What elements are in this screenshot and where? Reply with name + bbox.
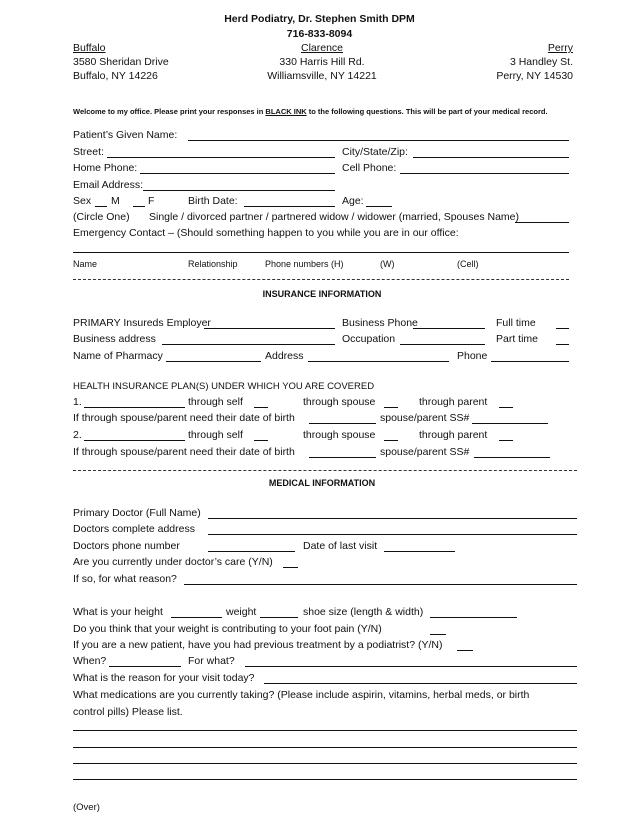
sex-f-label: F <box>148 195 155 207</box>
weight-pain-label: Do you think that your weight is contributing to your foot pain (Y/N) <box>73 623 382 635</box>
col-relationship: Relationship <box>188 259 238 269</box>
email-field[interactable] <box>143 190 335 191</box>
business-address-label: Business address <box>73 333 156 345</box>
plan-1-ss-field[interactable] <box>472 423 548 424</box>
office-clarence-street: 330 Harris Hill Rd. <box>279 56 365 68</box>
when-label: When? <box>73 655 107 667</box>
home-phone-label: Home Phone: <box>73 162 138 174</box>
plan-2-parent-label: through parent <box>419 429 488 441</box>
medical-heading: MEDICAL INFORMATION <box>268 478 376 488</box>
city-state-zip-label: City/State/Zip: <box>342 146 408 158</box>
doctor-phone-field[interactable] <box>208 551 295 552</box>
doctor-address-field[interactable] <box>208 534 577 535</box>
occupation-label: Occupation <box>342 333 396 345</box>
col-name: Name <box>73 259 98 269</box>
visit-reason-label: What is the reason for your visit today? <box>73 672 255 684</box>
medications-label-line1: What medications are you currently taking? (Please include aspirin, vitamins, herbal meds, or birth <box>73 689 530 701</box>
office-buffalo-city: Buffalo, NY 14226 <box>73 70 158 82</box>
insurance-heading: INSURANCE INFORMATION <box>262 289 382 299</box>
plan-1-parent-blank[interactable] <box>499 407 513 408</box>
primary-doctor-field[interactable] <box>208 518 577 519</box>
plan-1-field[interactable] <box>84 407 185 408</box>
pharmacy-phone-field[interactable] <box>491 361 569 362</box>
home-phone-field[interactable] <box>140 173 335 174</box>
plan-2-field[interactable] <box>84 440 185 441</box>
occupation-field[interactable] <box>400 344 485 345</box>
spouse-name-field[interactable] <box>515 222 569 223</box>
under-care-label: Are you currently under doctor’s care (Y/N) <box>73 556 273 568</box>
plan-1-ss-label: spouse/parent SS# <box>380 412 470 424</box>
pharmacy-address-label: Address <box>265 350 304 362</box>
last-visit-label: Date of last visit <box>303 540 378 552</box>
emergency-contact-field[interactable] <box>73 252 569 253</box>
when-field[interactable] <box>109 666 181 667</box>
plans-heading: HEALTH INSURANCE PLAN(S) UNDER WHICH YOU ARE COVERED <box>73 381 375 392</box>
office-clarence-city: Williamsville, NY 14221 <box>267 70 377 82</box>
section-divider <box>73 279 569 280</box>
birth-date-field[interactable] <box>244 206 335 207</box>
col-phone-h: Phone numbers (H) <box>265 259 344 269</box>
part-time-blank[interactable] <box>556 344 569 345</box>
office-perry-street: 3 Handley St. <box>509 56 573 68</box>
medications-label-line2: control pills) Please list. <box>73 706 183 718</box>
given-name-field[interactable] <box>188 140 569 141</box>
business-phone-label: Business Phone <box>342 317 418 329</box>
medications-line[interactable] <box>73 747 577 748</box>
pharmacy-field[interactable] <box>166 361 261 362</box>
plan-2-self-blank[interactable] <box>254 440 268 441</box>
weight-field[interactable] <box>260 617 298 618</box>
full-time-blank[interactable] <box>556 328 569 329</box>
over-note: (Over) <box>73 802 100 813</box>
city-state-zip-field[interactable] <box>413 157 569 158</box>
col-phone-cell: (Cell) <box>457 259 479 269</box>
cell-phone-field[interactable] <box>400 173 569 174</box>
pharmacy-address-field[interactable] <box>308 361 449 362</box>
plan-2-dob-label: If through spouse/parent need their date of birth <box>73 446 295 458</box>
medications-line[interactable] <box>73 730 577 731</box>
care-reason-label: If so, for what reason? <box>73 573 177 585</box>
weight-pain-field[interactable] <box>430 634 446 635</box>
plan-1-self-label: through self <box>188 396 243 408</box>
height-label: What is your height <box>73 606 163 618</box>
primary-doctor-label: Primary Doctor (Full Name) <box>73 507 201 519</box>
plan-2-spouse-blank[interactable] <box>384 440 398 441</box>
plan-2-parent-blank[interactable] <box>499 440 513 441</box>
primary-employer-field[interactable] <box>204 328 335 329</box>
medications-line[interactable] <box>73 779 577 780</box>
practice-name: Herd Podiatry, Dr. Stephen Smith DPM <box>224 13 415 25</box>
age-field[interactable] <box>366 206 392 207</box>
full-time-label: Full time <box>496 317 536 329</box>
plan-1-spouse-label: through spouse <box>303 396 376 408</box>
street-label: Street: <box>73 146 104 158</box>
last-visit-field[interactable] <box>384 551 455 552</box>
medications-line[interactable] <box>73 763 577 764</box>
sex-f-blank[interactable] <box>133 206 145 207</box>
sex-m-blank[interactable] <box>95 206 107 207</box>
new-patient-field[interactable] <box>457 650 473 651</box>
for-what-label: For what? <box>188 655 235 667</box>
part-time-label: Part time <box>496 333 539 345</box>
plan-2-spouse-label: through spouse <box>303 429 376 441</box>
care-reason-field[interactable] <box>184 584 577 585</box>
plan-2-ss-label: spouse/parent SS# <box>380 446 470 458</box>
office-perry-name: Perry <box>547 42 573 54</box>
circle-one-label: (Circle One) <box>73 211 130 223</box>
primary-employer-label: PRIMARY Insureds Employer <box>73 317 211 329</box>
plan-2-self-label: through self <box>188 429 243 441</box>
birth-date-label: Birth Date: <box>188 195 238 207</box>
plan-1-number: 1. <box>73 396 82 408</box>
visit-reason-field[interactable] <box>264 683 577 684</box>
office-buffalo-name: Buffalo <box>73 42 106 54</box>
doctor-phone-label: Doctors phone number <box>73 540 180 552</box>
practice-phone: 716-833-8094 <box>286 28 353 40</box>
age-label: Age: <box>342 195 364 207</box>
street-field[interactable] <box>107 157 335 158</box>
pharmacy-label: Name of Pharmacy <box>73 350 163 362</box>
height-field[interactable] <box>171 617 222 618</box>
plan-1-self-blank[interactable] <box>254 407 268 408</box>
plan-2-dob-field[interactable] <box>309 457 376 458</box>
pharmacy-phone-label: Phone <box>457 350 488 362</box>
office-perry-city: Perry, NY 14530 <box>496 70 573 82</box>
emergency-contact-label: Emergency Contact – (Should something happen to you while you are in our office: <box>73 227 459 239</box>
plan-1-dob-field[interactable] <box>309 423 376 424</box>
plan-2-number: 2. <box>73 429 82 441</box>
plan-1-parent-label: through parent <box>419 396 488 408</box>
plan-1-dob-label: If through spouse/parent need their date of birth <box>73 412 295 424</box>
cell-phone-label: Cell Phone: <box>342 162 397 174</box>
office-clarence-name: Clarence <box>300 42 344 54</box>
welcome-note: Welcome to my office. Please print your responses in BLACK INK to the following questions. This will be part of your medical record. <box>73 107 548 116</box>
section-divider <box>73 470 577 471</box>
plan-1-spouse-blank[interactable] <box>384 407 398 408</box>
email-label: Email Address: <box>73 179 144 191</box>
weight-label: weight <box>226 606 257 618</box>
sex-m-label: M <box>111 195 120 207</box>
col-phone-w: (W) <box>380 259 395 269</box>
under-care-field[interactable] <box>283 567 298 568</box>
doctor-address-label: Doctors complete address <box>73 523 195 535</box>
new-patient-label: If you are a new patient, have you had previous treatment by a podiatrist? (Y/N) <box>73 639 443 651</box>
shoe-size-label: shoe size (length & width) <box>303 606 424 618</box>
given-name-label: Patient’s Given Name: <box>73 129 178 141</box>
shoe-size-field[interactable] <box>430 617 517 618</box>
office-buffalo-street: 3580 Sheridan Drive <box>73 56 169 68</box>
for-what-field[interactable] <box>245 666 577 667</box>
business-phone-field[interactable] <box>413 328 485 329</box>
plan-2-ss-field[interactable] <box>474 457 550 458</box>
sex-label: Sex <box>73 195 92 207</box>
business-address-field[interactable] <box>162 344 335 345</box>
marital-status-options[interactable]: Single / divorced partner / partnered widow / widower (married, Spouses Name) <box>149 211 519 223</box>
